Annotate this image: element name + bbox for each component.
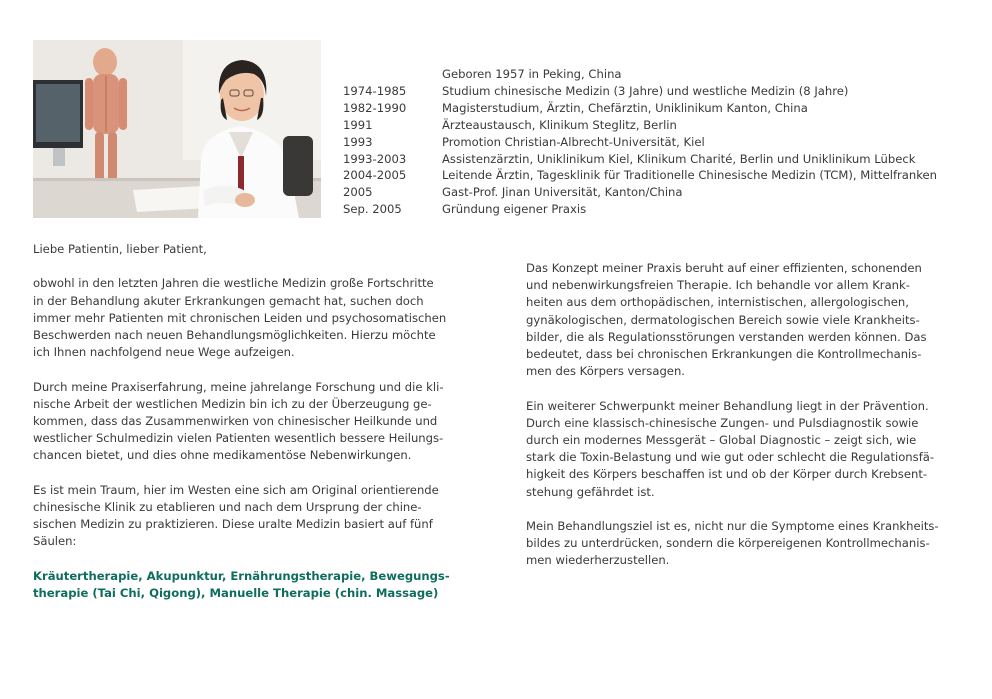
bio-row [343, 167, 937, 184]
bio-row [343, 100, 937, 117]
paragraph-intro: obwohl in den letzten Jahren die westliche Medizin große Fortschritte in der Behandlung akuter Erkrankungen gemacht hat, suchen doch immer mehr Patienten mit chronischen Leiden und psychosomatischen Beschwerden nach neuen Behandlungsmöglichkeiten. Hierzu möchte ich Ihnen nachfolgend neue Wege aufzeigen. [33, 276, 447, 360]
bio-year: 1993-2003 [343, 151, 407, 166]
bio-timeline [343, 66, 937, 218]
bio-year: Sep. 2005 [343, 202, 402, 217]
bio-text: Assistenzärztin, Uniklinikum Kiel, Klinikum Charité, Berlin und Uniklinikum Lübeck [442, 151, 916, 166]
bio-text: Ärzteaustausch, Klinikum Steglitz, Berlin [442, 117, 677, 132]
bio-year: 1993 [343, 134, 373, 149]
bio-text: Magisterstudium, Ärztin, Chefärztin, Uniklinikum Kanton, China [442, 100, 808, 115]
bio-year: 2005 [343, 185, 373, 200]
bio-text: Studium chinesische Medizin (3 Jahre) und westliche Medizin (8 Jahre) [442, 83, 849, 98]
bio-row [343, 151, 937, 168]
paragraph-concept: Das Konzept meiner Praxis beruht auf einer effizienten, schonenden und nebenwirkungsfreien Therapie. Ich behandle vor allem Krank- heiten aus dem orthopädischen, internistischen, allergologischen, gynäkologischen, dermatologischen Bereich sowie viele Krankheits- bilder, die als Regulationsstörungen verstanden werden können. Das bedeutet, dass bei chronischen Erkrankungen die Kontrollmechanis- men des Körpers versagen. [526, 261, 927, 379]
bio-row [343, 184, 937, 201]
bio-row [343, 134, 937, 151]
five-pillars-list: Kräutertherapie, Akupunktur, Ernährungstherapie, Bewegungs- therapie (Tai Chi, Qigong), Manuelle Therapie (chin. Massage) [33, 568, 450, 600]
bio-year: 1974-1985 [343, 83, 407, 98]
bio-text: Promotion Christian-Albrecht-Universität, Kiel [442, 134, 705, 149]
letter-left-column [33, 241, 473, 602]
bio-text: Gast-Prof. Jinan Universität, Kanton/China [442, 185, 683, 200]
bio-year: 1982-1990 [343, 100, 407, 115]
bio-text: Leitende Ärztin, Tagesklinik für Traditionelle Chinesische Medizin (TCM), Mittelfranken [442, 168, 938, 183]
bio-row [343, 83, 937, 100]
doctor-portrait-photo [33, 40, 321, 218]
bio-year [343, 66, 442, 83]
bio-text: Geboren 1957 in Peking, China [442, 67, 622, 81]
bio-year: 1991 [343, 117, 373, 132]
bio-row [343, 201, 937, 218]
paragraph-prevention: Ein weiterer Schwerpunkt meiner Behandlung liegt in der Prävention. Durch eine klassisch-chinesische Zungen- und Pulsdiagnostik sowie durch ein modernes Messgerät – Global Diagnostic – zeigt sich, wie stark die Toxin-Belastung und wie gut oder schlecht die Regulationsfä- higkeit des Körpers beschaffen ist und ob der Körper durch Krebsent- stehung gefährdet ist. [526, 398, 935, 499]
bio-year: 2004-2005 [343, 168, 407, 183]
greeting: Liebe Patientin, lieber Patient, [33, 242, 207, 256]
bio-row [343, 66, 937, 83]
paragraph-goal: Mein Behandlungsziel ist es, nicht nur die Symptome eines Krankheits- bildes zu unterdrücken, sondern die körpereigenen Kontrollmechanis- men wiederherzustellen. [526, 519, 939, 568]
bio-text: Gründung eigener Praxis [442, 202, 587, 217]
letter-right-column [526, 260, 966, 570]
paragraph-dream: Es ist mein Traum, hier im Westen eine sich am Original orientierende chinesische Klinik zu etablieren und nach dem Ursprung der chine- sischen Medizin zu praktizieren. Diese uralte Medizin basiert auf fünf Säulen: [33, 482, 439, 549]
bio-row [343, 117, 937, 134]
paragraph-experience: Durch meine Praxiserfahrung, meine jahrelange Forschung und die kli- nische Arbeit der westlichen Medizin bin ich zu der Überzeugung ge- kommen, dass das Zusammenwirken von chinesischer Heilkunde und westlicher Schulmedizin vielen Patienten wesentlich bessere Heilungs- chancen bietet, und dies ohne medikamentöse Nebenwirkungen. [33, 379, 444, 463]
